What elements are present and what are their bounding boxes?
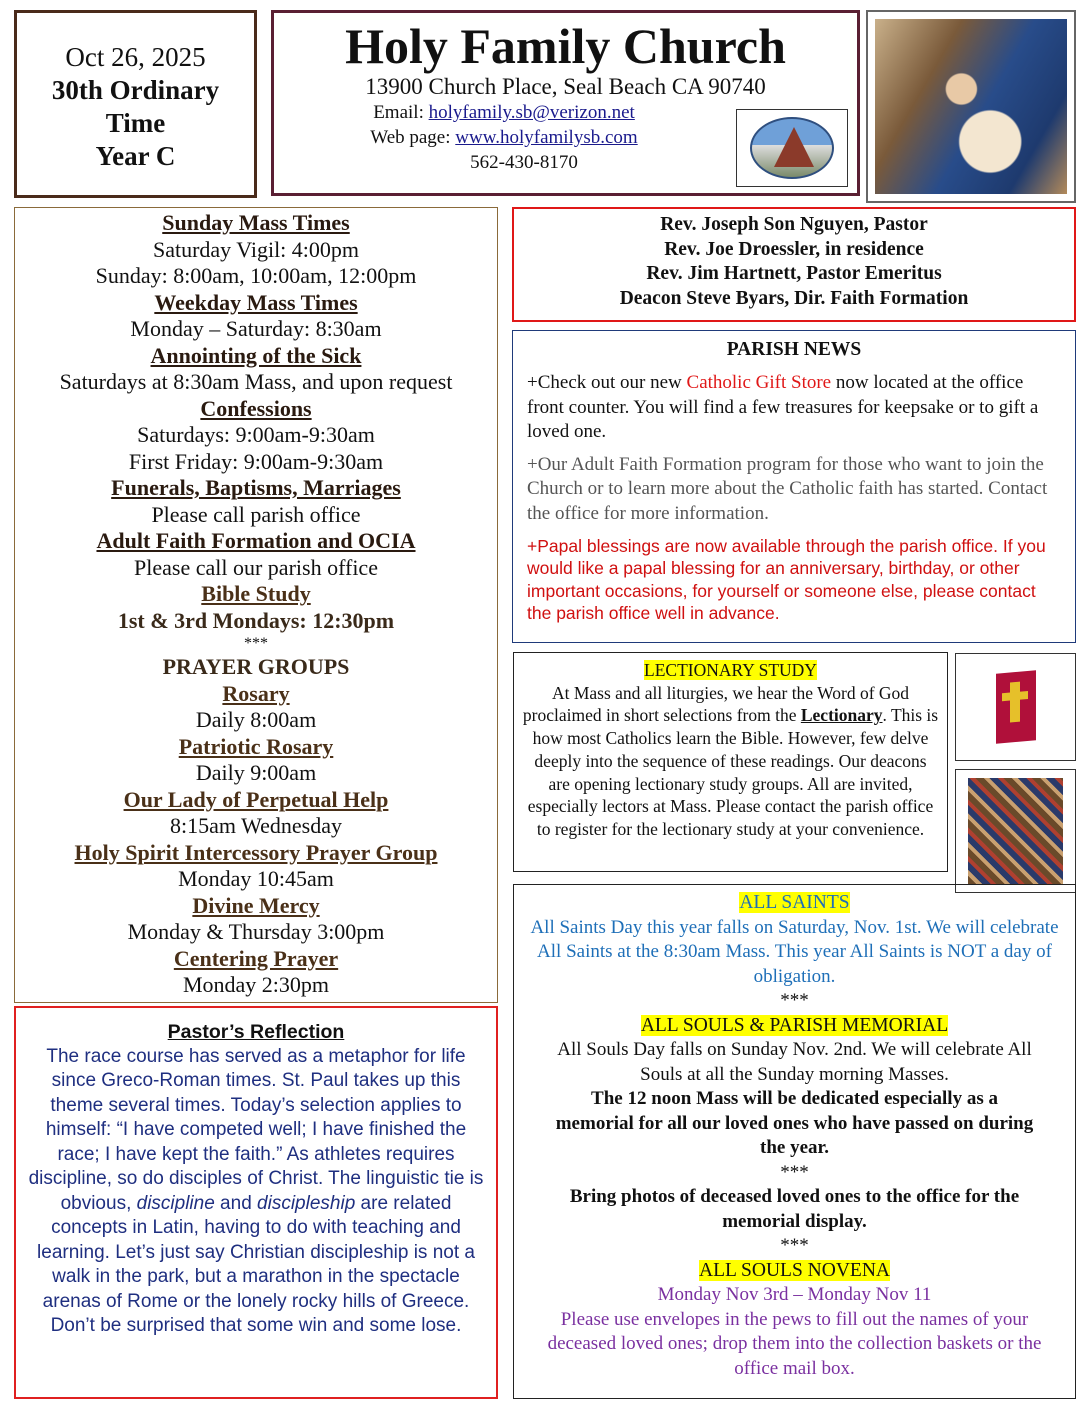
news-papal-blessings: +Papal blessings are now available through the parish office. If you would like a papal blessing for an anniversary, birthday, or other important occasions, for yourself or someone else, please contact the parish office well in advance. (527, 535, 1046, 624)
separator: *** (780, 990, 809, 1011)
news-text: +Check out our new (527, 372, 687, 393)
address: 13900 Church Place, Seal Beach CA 90740 (365, 74, 766, 99)
confessions-2: First Friday: 9:00am-9:30am (128, 448, 384, 474)
fbm-text: Please call parish office (151, 501, 361, 527)
news-faith-formation: +Our Adult Faith Formation program for those who want to join the Church or to learn more about the Catholic faith has started. Contact the office for more information. (527, 453, 1048, 524)
mass-times-box (14, 207, 498, 1003)
web-line (274, 126, 734, 150)
group-name: Divine Mercy (192, 892, 320, 918)
weekday-times: Monday – Saturday: 8:30am (130, 316, 382, 341)
group-time: Daily 9:00am (195, 760, 317, 785)
clergy-name: Rev. Jim Hartnett, Pastor Emeritus (646, 263, 942, 285)
separator: *** (780, 1161, 809, 1183)
reflection-text: are related concepts in Latin, having to do with teaching and learning. Let’s just say Christian discipleship is not a walk in the park, but a marathon in the spectacle arenas of Rome or the lonely rocky hills of Greece. Don’t be surprised that some win and some lose. (37, 1192, 475, 1336)
group-name: Holy Spirit Intercessory Prayer Group (74, 839, 438, 865)
afo-text: Please call our parish office (134, 554, 378, 580)
prayer-groups-heading: PRAYER GROUPS (162, 654, 350, 679)
news-title: PARISH NEWS (726, 339, 862, 360)
reflection-body (26, 1045, 486, 1339)
group-name: Patriotic Rosary (178, 733, 334, 759)
lectionary-text: . This is how most Catholics learn the Bible. However, few delve deeply into the sequence of these readings. Our deacons are opening lectionary study groups. All are invited, especially lectors at Mass. Please contact the parish office to register for the lectionary study at your convenience. (527, 705, 939, 839)
news-text: now located at the office front counter. You will find a few treasures for keepsake or to gift a loved one. (527, 372, 1039, 443)
liturgical-week: 30th Ordinary (51, 75, 220, 105)
phone: 562-430-8170 (470, 152, 578, 173)
lectionary-link-text: Lectionary (800, 705, 883, 726)
prayer-groups-list (15, 681, 497, 999)
afo-heading: Adult Faith Formation and OCIA (96, 528, 416, 553)
clergy-box (512, 207, 1076, 322)
weekday-heading: Weekday Mass Times (154, 289, 358, 315)
group-time: Monday 10:45am (178, 866, 334, 891)
group-name: Centering Prayer (173, 945, 339, 971)
reflection-italic: discipleship (257, 1192, 356, 1214)
liturgical-year: Year C (95, 141, 176, 171)
pastors-reflection (14, 1006, 498, 1399)
all-souls-text: All Souls Day falls on Sunday Nov. 2nd. We will celebrate All Souls at all the Sunday morning Masses. (557, 1039, 1032, 1085)
web-link[interactable]: www.holyfamilysb.com (455, 127, 638, 148)
web-label: Web page: (370, 127, 456, 148)
lectionary-title: LECTIONARY STUDY (644, 660, 817, 680)
reflection-text: and (214, 1192, 258, 1214)
confessions-1: Saturdays: 9:00am-9:30am (137, 422, 375, 447)
reflection-title: Pastor’s Reflection (167, 1021, 345, 1043)
date: Oct 26, 2025 (65, 42, 206, 72)
bible-text: 1st & 3rd Mondays: 12:30pm (117, 607, 395, 633)
email-label: Email: (373, 102, 429, 123)
email-line (274, 101, 734, 125)
clergy-name: Deacon Steve Byars, Dir. Faith Formation (619, 287, 969, 309)
all-souls-title: ALL SOULS & PARISH MEMORIAL (640, 1014, 949, 1036)
saints-collage-image (955, 769, 1076, 893)
reflection-italic: discipline (136, 1192, 215, 1214)
reflection-text: The race course has served as a metaphor for life since Greco-Roman times. St. Paul takes up this theme several times. Today’s selection applies to himself: “I have competed well; I have finished the race; I have kept the faith.” As athletes requires discipline, so do disciples of Christ. The linguistic tie is obvious, (28, 1045, 484, 1214)
holy-family-image (866, 10, 1076, 203)
group-name: Our Lady of Perpetual Help (123, 786, 389, 812)
confessions-heading: Confessions (200, 395, 312, 421)
separator: *** (780, 1235, 809, 1256)
clergy-name: Rev. Joseph Son Nguyen, Pastor (660, 214, 928, 235)
lectionary-book-image (955, 653, 1076, 761)
group-time: 8:15am Wednesday (170, 813, 342, 838)
news-gift-store (527, 371, 1061, 445)
gift-store-highlight: Catholic Gift Store (686, 372, 832, 393)
group-time: Monday 2:30pm (182, 972, 330, 997)
parish-news (512, 330, 1076, 643)
all-saints-box (513, 884, 1076, 1399)
all-saints-text: All Saints Day this year falls on Saturday, Nov. 1st. We will celebrate All Saints at the 8:30am Mass. This year All Saints is NOT a day of obligation. (530, 916, 1059, 987)
sunday-heading: Sunday Mass Times (162, 210, 350, 235)
anointing-text: Saturdays at 8:30am Mass, and upon request (59, 369, 453, 394)
bible-heading: Bible Study (201, 581, 311, 606)
clergy-name: Rev. Joe Droessler, in residence (664, 238, 924, 260)
lectionary-body (514, 682, 947, 841)
church-name: Holy Family Church (345, 18, 786, 74)
sunday-times: Sunday: 8:00am, 10:00am, 12:00pm (95, 263, 417, 288)
photos-text: Bring photos of deceased loved ones to the office for the memorial display. (569, 1186, 1020, 1232)
separator: *** (244, 635, 268, 652)
anointing-heading: Annointing of the Sick (150, 342, 362, 368)
novena-text: Please use envelopes in the pews to fill out the names of your deceased loved ones; drop them into the collection baskets or the office mail box. (547, 1308, 1042, 1379)
church-photo (736, 109, 848, 187)
group-name: Rosary (222, 680, 290, 706)
fbm-heading: Funerals, Baptisms, Marriages (111, 475, 401, 500)
novena-dates: Monday Nov 3rd – Monday Nov 11 (657, 1284, 932, 1305)
date-box (14, 10, 257, 198)
group-time: Monday & Thursday 3:00pm (127, 919, 385, 944)
email-link[interactable]: holyfamily.sb@verizon.net (428, 102, 635, 123)
lectionary-study (513, 652, 948, 872)
group-time: Daily 8:00am (195, 707, 317, 732)
memorial-mass-text: The 12 noon Mass will be dedicated especially as a memorial for all our loved ones who have passed on during the year. (555, 1088, 1034, 1158)
lectionary-text: At Mass and all liturgies, we hear the Word of God proclaimed in short selections from the (522, 682, 910, 726)
saturday-vigil: Saturday Vigil: 4:00pm (152, 236, 360, 262)
masthead (271, 10, 860, 196)
all-saints-title: ALL SAINTS (739, 892, 850, 913)
novena-title: ALL SOULS NOVENA (698, 1259, 891, 1281)
liturgical-week-2: Time (105, 108, 166, 138)
